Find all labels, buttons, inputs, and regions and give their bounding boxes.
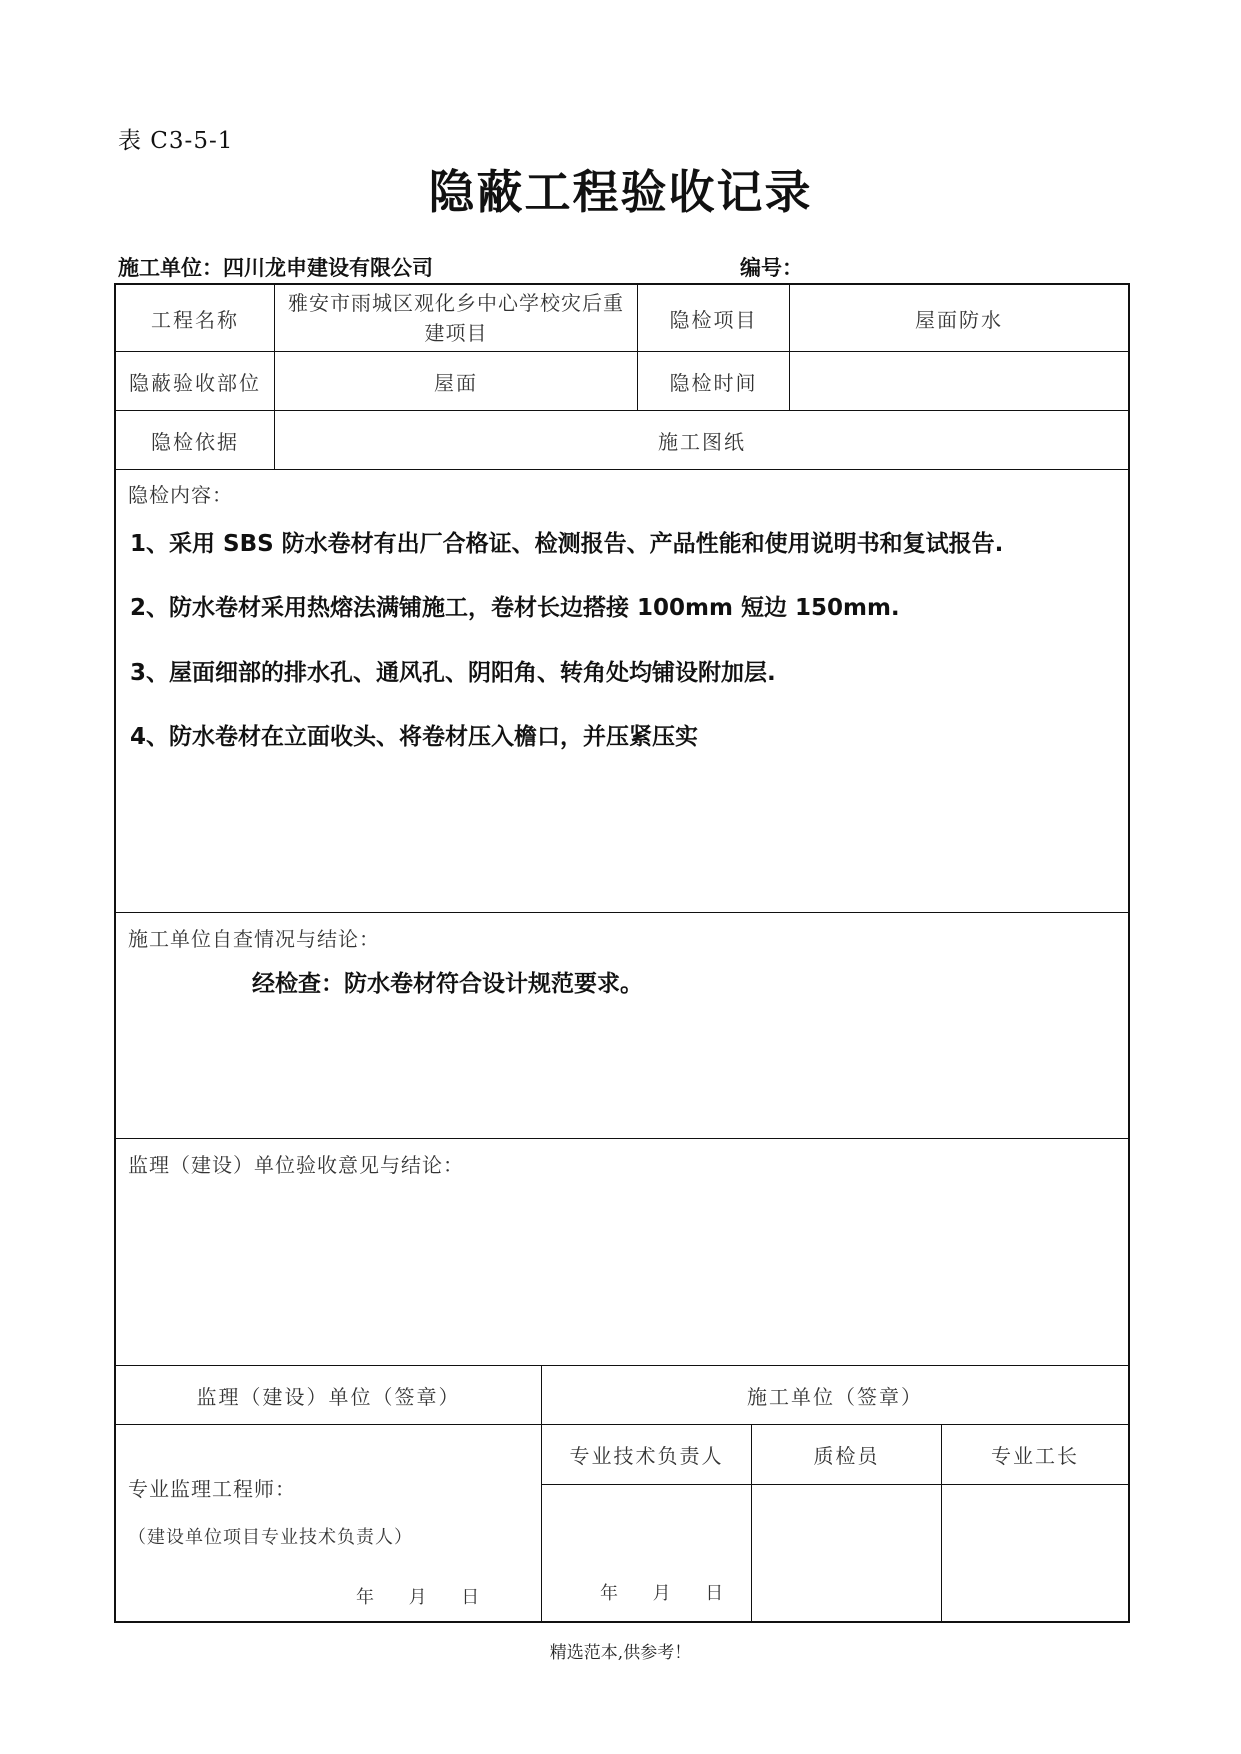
foreman-header: 专业工长 (991, 1444, 1079, 1468)
form-code: 表 C3-5-1 (118, 128, 234, 154)
basis-label: 隐检依据 (151, 429, 239, 454)
content-item: 1、采用 SBS 防水卷材有出厂合格证、检测报告、产品性能和使用说明书和复试报告. (130, 531, 1004, 557)
content-label: 隐检内容： (128, 483, 233, 507)
serial-number-label: 编号： (740, 256, 803, 280)
self-check-label: 施工单位自查情况与结论： (128, 927, 380, 951)
row-divider (116, 912, 1128, 913)
supervision-label: 监理（建设）单位验收意见与结论： (128, 1153, 464, 1177)
inspection-item-label: 隐检项目 (669, 307, 758, 332)
construction-unit-line: 施工单位：四川龙申建设有限公司 (118, 256, 433, 280)
self-check-conclusion: 经检查：防水卷材符合设计规范要求。 (252, 971, 643, 997)
quality-inspector-header: 质检员 (813, 1444, 880, 1468)
hidden-part-value: 屋面 (434, 370, 478, 395)
row-divider (116, 469, 1128, 470)
row-divider (541, 1484, 1128, 1485)
construction-unit-seal-header: 施工单位（签章） (747, 1384, 923, 1409)
column-divider (274, 285, 275, 469)
inspection-time-label: 隐检时间 (669, 370, 758, 395)
content-item: 2、防水卷材采用热熔法满铺施工，卷材长边搭接 100mm 短边 150mm. (130, 595, 900, 621)
tech-lead-header: 专业技术负责人 (569, 1444, 724, 1468)
content-item: 3、屋面细部的排水孔、通风孔、阴阳角、转角处均铺设附加层. (130, 660, 776, 686)
project-name-value: 雅安市雨城区观化乡中心学校灾后重建项目 (288, 291, 624, 345)
date-left: 年 月 日 (356, 1587, 481, 1608)
date-right: 年 月 日 (600, 1583, 725, 1604)
inspection-record-table (114, 283, 1130, 1623)
content-item: 4、防水卷材在立面收头、将卷材压入檐口，并压紧压实 (130, 724, 699, 750)
project-name-label: 工程名称 (151, 307, 239, 332)
inspection-time-value (790, 352, 1128, 410)
footer-note: 精选范本,供参考！ (549, 1643, 692, 1663)
supervising-engineer-label: 专业监理工程师： (128, 1477, 296, 1501)
hidden-part-label: 隐蔽验收部位 (129, 370, 261, 395)
supervision-unit-seal-header: 监理（建设）单位（签章） (196, 1384, 461, 1409)
basis-value: 施工图纸 (658, 429, 746, 454)
inspection-item-value: 屋面防水 (915, 307, 1003, 332)
row-divider (116, 1138, 1128, 1139)
page-title: 隐蔽工程验收记录 (428, 165, 813, 219)
owner-tech-lead-note: （建设单位项目专业技术负责人） (128, 1527, 413, 1548)
